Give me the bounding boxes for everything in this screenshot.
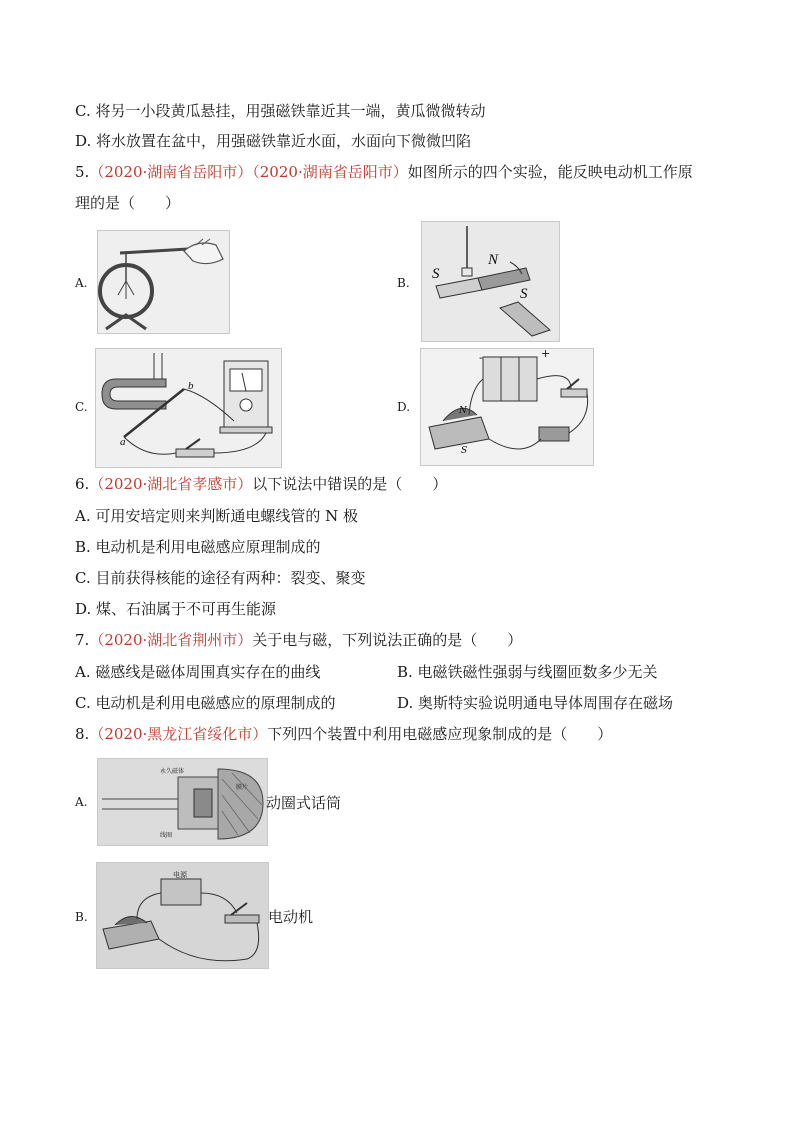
q5-fig-d-s: S: [461, 446, 468, 456]
q8-label-b: B.: [75, 910, 88, 924]
q7-option-a: A. 磁感线是磁体周围真实存在的曲线: [75, 663, 321, 681]
q7-option-d: D. 奥斯特实验说明通电导体周围存在磁场: [397, 694, 674, 712]
q5-fig-b-s1: S: [432, 266, 440, 282]
q8-stem-line: [75, 724, 612, 744]
q7-option-b: B. 电磁铁磁性强弱与线圈匝数多少无关: [397, 663, 658, 681]
q5-figure-a-oersted-magnetic-needle: [97, 230, 230, 334]
q5-fig-c-a: a: [120, 436, 126, 448]
q5-source-2: （2020·湖南省岳阳市）: [252, 163, 408, 181]
q7-number: 7.: [75, 631, 90, 649]
q5-fig-d-plus: +: [541, 349, 551, 360]
q8-fig-a-label-coil: 线圈: [160, 832, 173, 839]
q5-source-1: （2020·湖南省岳阳市）: [89, 163, 253, 181]
q6-number: 6.: [75, 475, 90, 493]
q5-number: 5.: [75, 163, 90, 181]
q8-caption-b: 电动机: [268, 908, 314, 926]
q5-figure-b-magnet-attraction: [421, 221, 560, 342]
q8-fig-a-label-magnet: 永久磁体: [160, 768, 185, 775]
q4-option-d: D. 将水放置在盆中，用强磁铁靠近水面，水面向下微微凹陷: [75, 132, 472, 150]
q5-stem: 如图所示的四个实验，能反映电动机工作原: [407, 163, 693, 181]
q8-caption-a: 动圈式话筒: [266, 794, 342, 812]
q7-stem: 关于电与磁，下列说法正确的是（ ）: [252, 631, 523, 649]
q5-fig-b-s2: S: [520, 286, 528, 302]
q7-option-c: C. 电动机是利用电磁感应的原理制成的: [75, 694, 336, 712]
q5-figure-c-galvanometer-induction: [95, 348, 282, 468]
q8-figure-b-electric-motor-setup: [96, 862, 269, 969]
q6-stem-line: [75, 474, 447, 494]
q8-source: （2020·黑龙江省绥化市）: [89, 725, 268, 743]
q6-option-b: B. 电动机是利用电磁感应原理制成的: [75, 538, 321, 556]
q6-option-c: C. 目前获得核能的途径有两种：裂变、聚变: [75, 569, 366, 587]
q5-stem-line2: 理的是（ ）: [75, 194, 181, 212]
q6-stem: 以下说法中错误的是（ ）: [252, 475, 448, 493]
q7-source: （2020·湖北省荆州市）: [89, 631, 253, 649]
q8-label-a: A.: [75, 795, 88, 809]
q5-label-c: C.: [75, 400, 88, 414]
q5-figure-d-battery-magnet-rail: [420, 348, 594, 466]
q5-stem-line1: [75, 162, 693, 182]
q5-fig-c-b: b: [188, 380, 194, 392]
q8-figure-a-moving-coil-microphone: [97, 758, 268, 846]
q5-fig-b-n: N: [488, 252, 499, 268]
q5-label-a: A.: [75, 276, 88, 290]
q5-label-d: D.: [397, 400, 411, 414]
q5-fig-d-n: N: [459, 406, 467, 416]
q8-number: 8.: [75, 725, 90, 743]
q8-fig-a-label-diaphragm: 膜片: [236, 784, 249, 791]
q6-source: （2020·湖北省孝感市）: [89, 475, 253, 493]
q6-option-d: D. 煤、石油属于不可再生能源: [75, 600, 277, 618]
q8-fig-b-label-power: 电源: [173, 871, 187, 879]
q5-label-b: B.: [397, 276, 410, 290]
q5-fig-d-minus: -: [479, 351, 483, 364]
q7-stem-line: [75, 630, 522, 650]
q4-option-c: C. 将另一小段黄瓜悬挂，用强磁铁靠近其一端，黄瓜微微转动: [75, 102, 486, 120]
q6-option-a: A. 可用安培定则来判断通电螺线管的 N 极: [75, 507, 359, 525]
q8-stem: 下列四个装置中利用电磁感应现象制成的是（ ）: [267, 725, 613, 743]
